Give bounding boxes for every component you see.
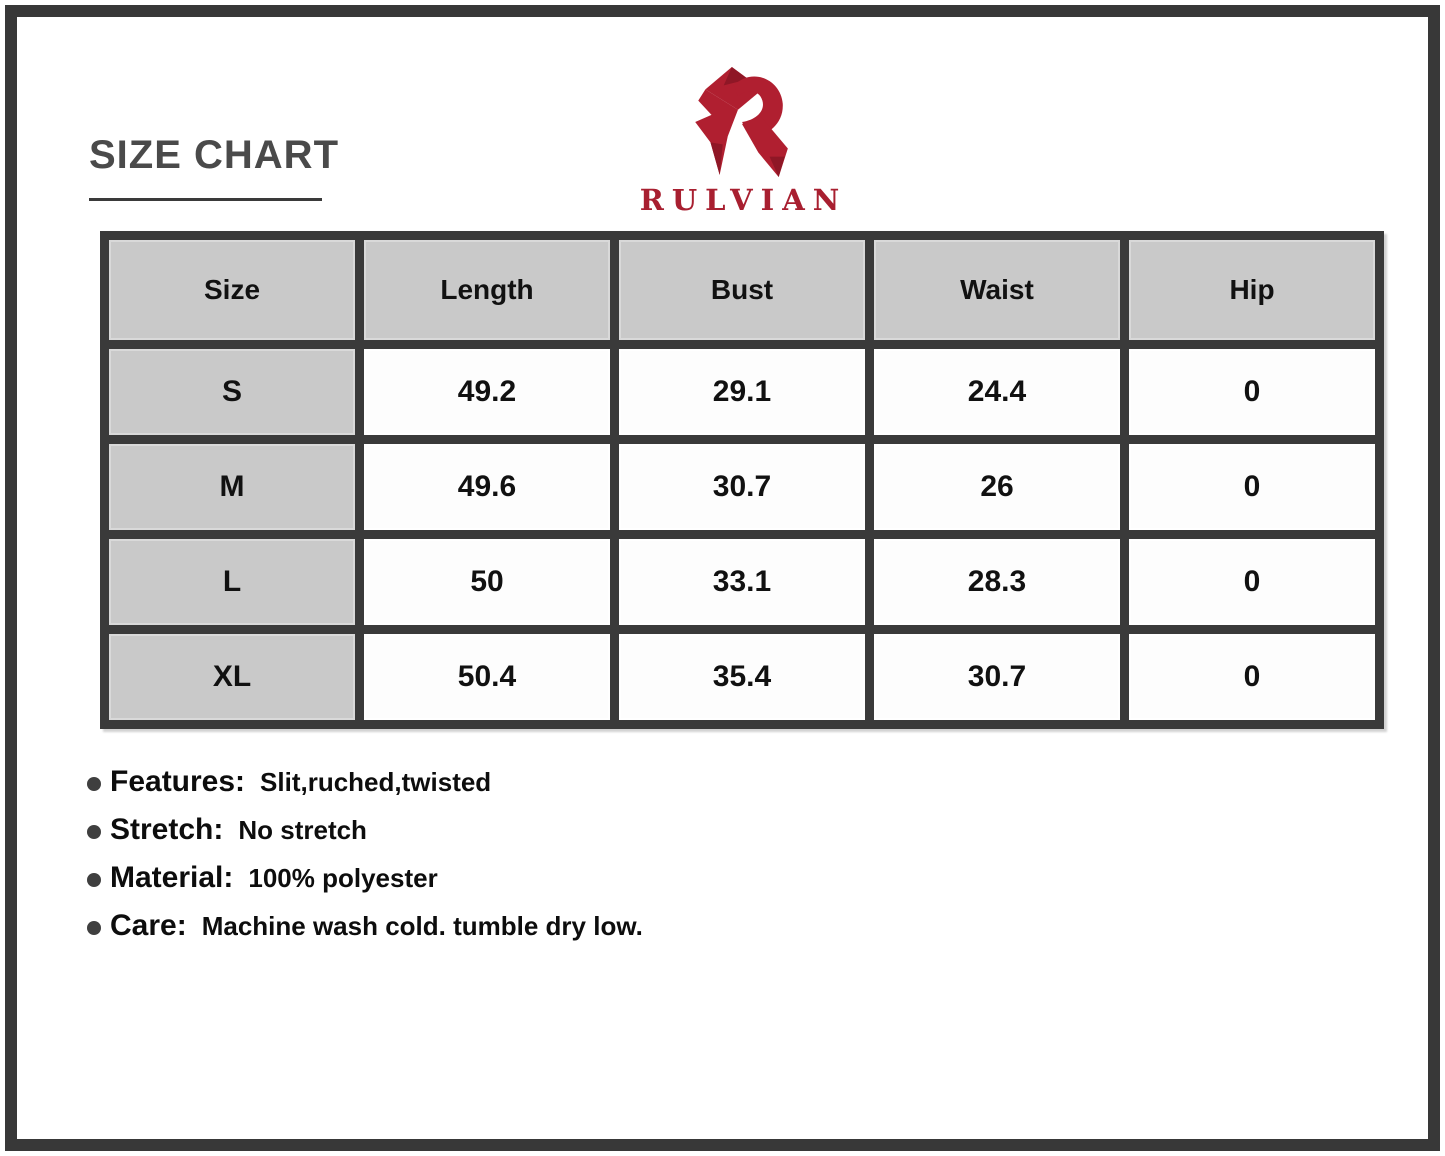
size-cell: XL (109, 634, 355, 720)
list-item (87, 861, 643, 909)
list-item (87, 765, 643, 813)
table-header-row (109, 240, 1375, 340)
detail-value: 100% polyester (248, 863, 438, 893)
size-table-body (109, 349, 1375, 720)
table-cell: 0 (1129, 349, 1375, 435)
table-cell: 49.2 (364, 349, 610, 435)
table-cell: 30.7 (619, 444, 865, 530)
size-cell: L (109, 539, 355, 625)
size-cell: M (109, 444, 355, 530)
list-item (87, 813, 643, 861)
table-cell: 30.7 (874, 634, 1120, 720)
detail-value: No stretch (238, 815, 367, 845)
brand-block (617, 65, 862, 217)
table-cell: 33.1 (619, 539, 865, 625)
table-cell: 35.4 (619, 634, 865, 720)
rulvian-logo-icon (688, 65, 792, 179)
size-table (100, 231, 1384, 729)
bullet-icon (87, 777, 101, 791)
table-cell: 26 (874, 444, 1120, 530)
table-row (109, 539, 1375, 625)
detail-value: Machine wash cold. tumble dry low. (201, 911, 643, 941)
detail-label: Stretch: (110, 813, 224, 846)
table-row (109, 444, 1375, 530)
table-cell: 24.4 (874, 349, 1120, 435)
table-cell: 49.6 (364, 444, 610, 530)
page-title: SIZE CHART (89, 133, 339, 177)
product-details-list (87, 765, 643, 957)
table-row (109, 634, 1375, 720)
detail-label: Features: (110, 765, 246, 798)
outer-frame (5, 5, 1440, 1151)
table-cell: 29.1 (619, 349, 865, 435)
brand-name: RULVIAN (639, 183, 848, 217)
size-cell: S (109, 349, 355, 435)
col-header-hip: Hip (1129, 240, 1375, 340)
table-cell: 50.4 (364, 634, 610, 720)
table-cell: 0 (1129, 634, 1375, 720)
table-row (109, 349, 1375, 435)
bullet-icon (87, 921, 101, 935)
list-item (87, 909, 643, 957)
col-header-bust: Bust (619, 240, 865, 340)
table-cell: 50 (364, 539, 610, 625)
size-table-head (109, 240, 1375, 340)
table-cell: 28.3 (874, 539, 1120, 625)
col-header-waist: Waist (874, 240, 1120, 340)
bullet-icon (87, 873, 101, 887)
bullet-icon (87, 825, 101, 839)
detail-label: Care: (110, 909, 187, 942)
detail-label: Material: (110, 861, 234, 894)
table-cell: 0 (1129, 539, 1375, 625)
detail-value: Slit,ruched,twisted (260, 767, 492, 797)
col-header-length: Length (364, 240, 610, 340)
table-cell: 0 (1129, 444, 1375, 530)
col-header-size: Size (109, 240, 355, 340)
title-underline (89, 198, 322, 201)
